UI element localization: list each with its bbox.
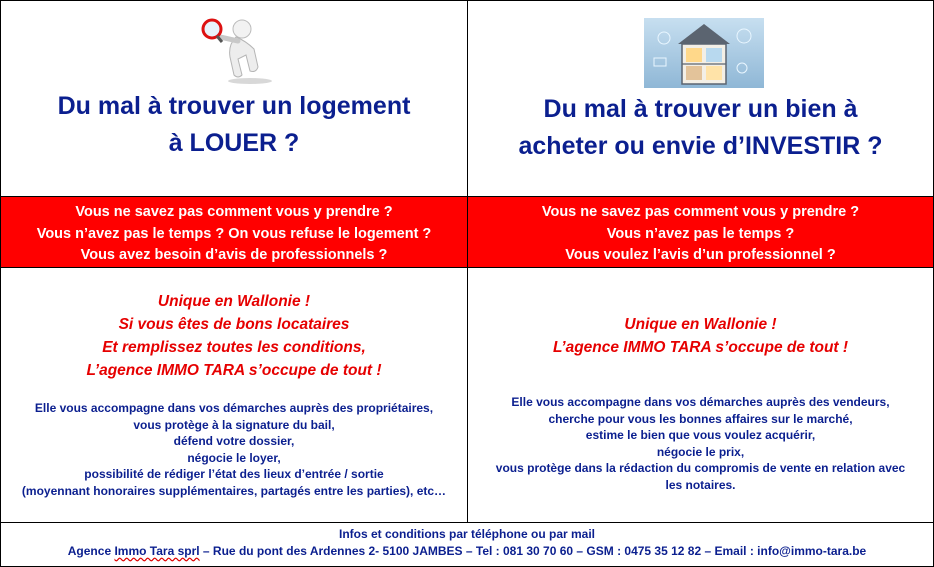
buy-questions-cell [468,197,933,267]
rent-description [1,400,467,499]
rent-question: Vous ne savez pas comment vous y prendre ? [75,204,393,220]
buy-tagline-line: Unique en Wallonie ! [624,316,777,333]
buy-description-line: Elle vous accompagne dans vos démarches auprès des vendeurs, [511,395,890,409]
buy-description-line: les notaires. [665,477,736,492]
buy-description-line: cherche pour vous les bonnes affaires sur le marché, [548,411,853,426]
buy-description-line: vous protège dans la rédaction du compromis de vente en relation avec [495,461,906,475]
buy-headline-line: acheter ou envie d’INVESTIR ? [518,132,883,160]
rent-description-line: défend votre dossier, [173,434,295,448]
rent-tagline-line: Unique en Wallonie ! [157,293,311,310]
rent-service-cell [1,268,468,522]
rent-headline [1,88,467,162]
contact-info: – Rue du pont des Ardennes 2- 5100 JAMBES – Tel : 081 30 70 60 – GSM : 0475 35 12 82 – Email : info@immo-tara.be [199,544,867,558]
rent-tagline-line: Si vous êtes de bons locataires [118,316,350,333]
buy-tagline-line: L’agence IMMO TARA s’occupe de tout ! [552,339,849,356]
rent-tagline-line: L’agence IMMO TARA s’occupe de tout ! [86,362,382,379]
rent-tagline [1,290,467,382]
rent-description-line: Elle vous accompagne dans vos démarches auprès des propriétaires, [34,401,434,415]
rent-question: Vous avez besoin d’avis de professionnels ? [80,247,388,263]
service-row [1,268,933,523]
rent-headline-line: Du mal à trouver un logement [57,92,411,120]
headline-row [1,1,933,197]
buy-questions [468,202,933,267]
rent-headline-cell [1,1,468,196]
buy-headline-line: Du mal à trouver un bien à [543,95,858,123]
contact-intro: Infos et conditions par téléphone ou par mail [338,527,596,541]
rent-headline-line: à LOUER ? [168,129,300,157]
rent-questions-cell [1,197,468,267]
buy-service-cell [468,268,933,522]
rent-description-line: (moyennant honoraires supplémentaires, partagés entre les parties), etc… [21,483,447,498]
buy-tagline [468,313,933,359]
buy-description-line: négocie le prix, [656,444,745,459]
question-band [1,197,933,268]
agency-prefix: Agence [67,544,115,558]
rent-description-line: possibilité de rédiger l’état des lieux d’entrée / sortie [84,467,384,481]
buy-question: Vous ne savez pas comment vous y prendre ? [541,204,860,220]
buy-headline [468,91,933,165]
smart-house-illustration [644,18,764,88]
buy-question: Vous n’avez pas le temps ? [606,225,795,242]
rent-questions [1,202,467,267]
contact-details [1,543,933,560]
buy-question: Vous voulez l’avis d’un professionnel ? [565,247,836,263]
rent-tagline-line: Et remplissez toutes les conditions, [102,339,366,356]
rent-description-line: négocie le loyer, [187,450,281,465]
agency-name: Immo Tara sprl [114,544,200,558]
buy-headline-cell [468,1,933,196]
contact-footer [1,523,933,566]
buy-description-line: estime le bien que vous voulez acquérir, [585,428,816,442]
rent-description-line: vous protège à la signature du bail, [133,417,335,432]
buy-description [468,394,933,493]
rent-question: Vous n’avez pas le temps ? On vous refuse le logement ? [36,225,432,242]
magnifier-figure-icon [198,15,278,85]
